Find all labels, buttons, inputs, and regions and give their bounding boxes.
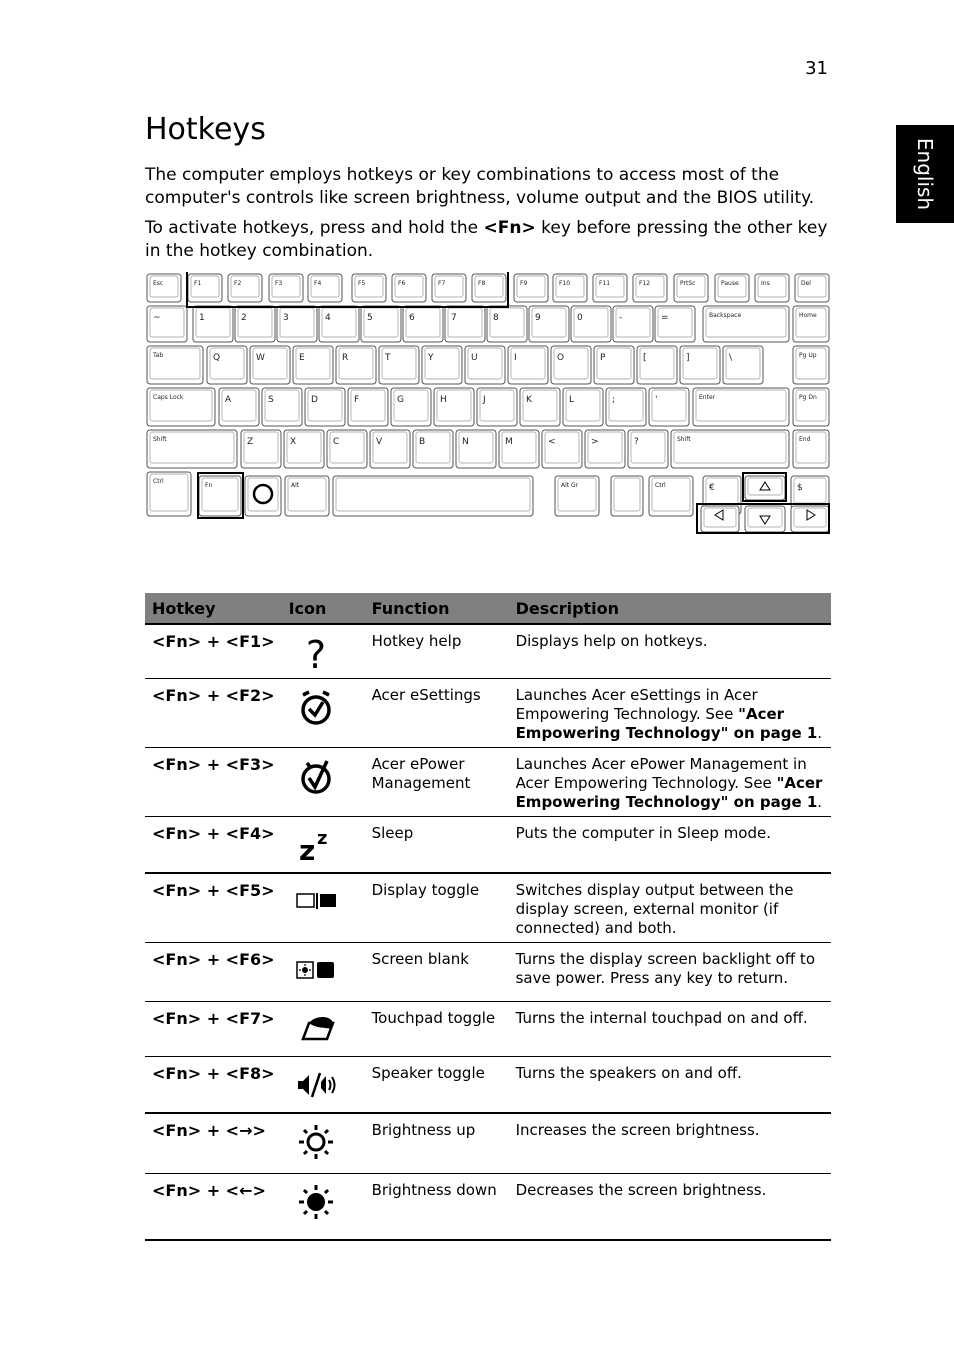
svg-text:?: ? (305, 633, 326, 674)
hotkey-cell: <Fn> + <F5> (145, 873, 282, 943)
svg-text:F12: F12 (639, 280, 651, 287)
table-row (145, 679, 831, 748)
keyboard-key-left (701, 506, 739, 532)
svg-text:F: F (354, 395, 360, 405)
svg-text:F3: F3 (275, 280, 283, 287)
keyboard-key-del (795, 274, 829, 302)
keyboard-key-slash (628, 430, 668, 468)
svg-text:$: $ (797, 483, 803, 493)
svg-text:Alt: Alt (291, 482, 300, 489)
svg-text:Shift: Shift (153, 436, 167, 443)
keyboard-key-r (336, 346, 376, 384)
keyboard-key-] (680, 346, 720, 384)
keyboard-key-m (499, 430, 539, 468)
svg-text:S: S (268, 395, 274, 405)
keyboard-key-= (655, 306, 695, 342)
svg-text:Enter: Enter (699, 394, 716, 401)
svg-text:3: 3 (283, 313, 289, 323)
hotkey-cell: <Fn> + <F4> (145, 817, 282, 873)
keyboard-key-semicolon (606, 388, 646, 426)
svg-text:F7: F7 (438, 280, 446, 287)
header-hotkey: Hotkey (145, 593, 282, 624)
keyboard-key-f (348, 388, 388, 426)
description-cell (509, 1173, 831, 1240)
keyboard-key-c (327, 430, 367, 468)
speaker-icon (295, 1064, 337, 1106)
keyboard-key-windows (245, 476, 281, 516)
header-function: Function (365, 593, 509, 624)
function-cell: Acer eSettings (365, 679, 509, 748)
keyboard-key-i (508, 346, 548, 384)
description-text: Launches Acer eSettings in Acer Empowering Technology. See (515, 686, 758, 723)
description-cell (509, 873, 831, 943)
svg-text:Tab: Tab (153, 352, 164, 359)
description-cell (509, 624, 831, 679)
function-cell: Brightness up (365, 1113, 509, 1173)
svg-text:F5: F5 (358, 280, 366, 287)
svg-text:A: A (225, 395, 232, 405)
table-row (145, 1173, 831, 1240)
keyboard-key-o (551, 346, 591, 384)
svg-text:F2: F2 (234, 280, 242, 287)
icon-cell (282, 624, 365, 679)
keyboard-key-period (585, 430, 625, 468)
screen-blank-icon (295, 950, 337, 992)
table-row (145, 1113, 831, 1173)
description-cell (509, 1056, 831, 1113)
keyboard-key-end (793, 430, 829, 468)
icon-cell (282, 1173, 365, 1240)
language-tab (896, 125, 954, 223)
keyboard-key-f2 (228, 274, 262, 302)
keyboard-key-v (370, 430, 410, 468)
table-row (145, 748, 831, 817)
svg-text:B: B (419, 437, 426, 447)
keyboard-key-e (293, 346, 333, 384)
keyboard-key-quote (649, 388, 689, 426)
keyboard-key-fn (199, 476, 241, 516)
svg-text:Caps Lock: Caps Lock (153, 394, 184, 401)
keyboard-key-u (465, 346, 505, 384)
keyboard-key-f1 (188, 274, 222, 302)
icon-cell (282, 679, 365, 748)
header-description: Description (509, 593, 831, 624)
keyboard-key-h (434, 388, 474, 426)
function-cell: Acer ePower Management (365, 748, 509, 817)
svg-text:I: I (514, 353, 517, 363)
touchpad-icon (295, 1009, 337, 1051)
keyboard-key-3 (277, 306, 317, 342)
svg-text:Alt Gr: Alt Gr (561, 482, 579, 489)
hotkey-cell: <Fn> + <F1> (145, 624, 282, 679)
keyboard-key-f10 (553, 274, 587, 302)
keyboard-key-right-ctrl (649, 476, 693, 516)
svg-text:End: End (799, 436, 811, 443)
svg-text:Pause: Pause (721, 280, 739, 287)
language-tab-label: English (913, 137, 937, 211)
activation-text-end: key before pressing the other key in the hotkey combination. (145, 218, 828, 261)
svg-text:R: R (342, 353, 349, 363)
description-end: . (817, 724, 823, 742)
keyboard-key-up (745, 476, 785, 500)
svg-text:~: ~ (153, 313, 161, 323)
hotkey-cell: <Fn> + <F8> (145, 1056, 282, 1113)
keyboard-key-x (284, 430, 324, 468)
keyboard-key-d (305, 388, 345, 426)
brightness-up-icon (295, 1121, 337, 1163)
keyboard-key-left-shift (147, 430, 237, 468)
svg-text:<: < (548, 437, 556, 447)
svg-text:F10: F10 (559, 280, 571, 287)
icon-cell (282, 748, 365, 817)
keyboard-key-g (391, 388, 431, 426)
hotkey-table (145, 593, 831, 1241)
description-cell (509, 1113, 831, 1173)
svg-text:M: M (505, 437, 513, 447)
keyboard-key-f6 (392, 274, 426, 302)
svg-text:K: K (526, 395, 532, 405)
brightness-down-icon (295, 1181, 337, 1223)
fn-key-text: <Fn> (483, 218, 536, 238)
page-number: 31 (805, 58, 828, 79)
keyboard-key-capslock (147, 388, 215, 426)
keyboard-key-f12 (633, 274, 667, 302)
description-text: Turns the speakers on and off. (515, 1063, 742, 1082)
keyboard-key-a (219, 388, 259, 426)
hotkey-cell: <Fn> + <F3> (145, 748, 282, 817)
keyboard-key-f8 (472, 274, 506, 302)
function-cell: Sleep (365, 817, 509, 873)
svg-text:]: ] (686, 353, 690, 363)
svg-text:Q: Q (213, 353, 221, 363)
icon-cell (282, 1001, 365, 1056)
function-cell: Screen blank (365, 942, 509, 1001)
keyboard-key-f3 (269, 274, 303, 302)
keyboard-key-w (250, 346, 290, 384)
keyboard-key-l (563, 388, 603, 426)
icon-cell (282, 1113, 365, 1173)
svg-text:7: 7 (451, 313, 457, 323)
keyboard-key-f7 (432, 274, 466, 302)
description-text: Puts the computer in Sleep mode. (515, 824, 771, 842)
keyboard-key-down (745, 506, 785, 532)
svg-text:2: 2 (241, 313, 247, 323)
svg-text:': ' (655, 395, 658, 405)
svg-text:=: = (661, 313, 669, 323)
description-text: Displays help on hotkeys. (515, 632, 708, 650)
description-cell (509, 817, 831, 873)
function-cell: Touchpad toggle (365, 1001, 509, 1056)
keyboard-key-s (262, 388, 302, 426)
hotkey-cell: <Fn> + <F2> (145, 679, 282, 748)
svg-text:Del: Del (801, 280, 811, 287)
hotkey-cell: <Fn> + <→> (145, 1113, 282, 1173)
description-cell (509, 748, 831, 817)
keyboard-key-space (333, 476, 533, 516)
epower-icon (295, 755, 337, 797)
keyboard-key-tab (147, 346, 203, 384)
esettings-icon (295, 686, 337, 728)
keyboard-key-f11 (593, 274, 627, 302)
svg-text:5: 5 (367, 313, 373, 323)
svg-text:G: G (397, 395, 404, 405)
function-cell: Speaker toggle (365, 1056, 509, 1113)
svg-text:N: N (462, 437, 469, 447)
keyboard-key-left-ctrl (147, 472, 191, 516)
keyboard-key-comma (542, 430, 582, 468)
svg-text:E: E (299, 353, 305, 363)
description-text: Switches display output between the display screen, external monitor (if connected) and both. (515, 880, 794, 937)
svg-text:Fn: Fn (205, 482, 213, 489)
svg-text:F8: F8 (478, 280, 486, 287)
svg-text:PrtSc: PrtSc (680, 280, 696, 287)
svg-text:F4: F4 (314, 280, 322, 287)
description-text: Launches Acer ePower Management in Acer Empowering Technology. See (515, 755, 807, 792)
svg-text:J: J (483, 395, 486, 405)
keyboard-key-esc (147, 274, 181, 302)
svg-text:Ctrl: Ctrl (655, 482, 666, 489)
icon-cell (282, 1056, 365, 1113)
svg-text:Backspace: Backspace (709, 312, 742, 319)
description-cell (509, 942, 831, 1001)
svg-text:U: U (471, 353, 478, 363)
display-toggle-icon (295, 881, 337, 923)
keyboard-key-j (477, 388, 517, 426)
svg-text:;: ; (612, 395, 616, 405)
keyboard-key-2 (235, 306, 275, 342)
intro-paragraph: The computer employs hotkeys or key combinations to access most of the computer's controls like screen brightness, volume output and the BIOS utility. (145, 165, 815, 208)
keyboard-diagram (145, 272, 831, 536)
keyboard-key-- (613, 306, 653, 342)
table-row (145, 817, 831, 873)
keyboard-key-[ (637, 346, 677, 384)
keyboard-key-tilde (147, 306, 187, 342)
function-cell: Display toggle (365, 873, 509, 943)
keyboard-key-home (793, 306, 829, 342)
keyboard-key-6 (403, 306, 443, 342)
keyboard-key-n (456, 430, 496, 468)
svg-text:Home: Home (799, 312, 817, 319)
svg-text:L: L (569, 395, 575, 405)
icon-cell (282, 817, 365, 873)
keyboard-key-8 (487, 306, 527, 342)
page-reference: "Acer Empowering Technology" on page 1 (515, 774, 823, 811)
svg-text:H: H (440, 395, 447, 405)
svg-text:Pg Up: Pg Up (799, 352, 817, 359)
table-row (145, 1001, 831, 1056)
keyboard-key-y (422, 346, 462, 384)
svg-text:\: \ (729, 353, 733, 363)
svg-text:Y: Y (428, 353, 434, 363)
keyboard-key-right (791, 506, 829, 532)
svg-text:z: z (298, 834, 315, 866)
header-icon: Icon (282, 593, 365, 624)
keyboard-key-k (520, 388, 560, 426)
keyboard-key-9 (529, 306, 569, 342)
keyboard-key-prtsc (674, 274, 708, 302)
svg-text:Shift: Shift (677, 436, 691, 443)
svg-text:?: ? (634, 437, 639, 447)
keyboard-key-right-shift (671, 430, 789, 468)
hotkey-cell: <Fn> + <F6> (145, 942, 282, 1001)
description-end: . (817, 793, 823, 811)
hotkey-cell: <Fn> + <F7> (145, 1001, 282, 1056)
keyboard-key-1 (193, 306, 233, 342)
page-title: Hotkeys (145, 112, 266, 147)
svg-text:V: V (376, 437, 383, 447)
svg-text:Ctrl: Ctrl (153, 478, 164, 485)
keyboard-key-pgup (793, 346, 829, 384)
keyboard-key-0 (571, 306, 611, 342)
description-cell (509, 1001, 831, 1056)
icon-cell (282, 942, 365, 1001)
keyboard-key-pgdn (793, 388, 829, 426)
icon-cell (282, 873, 365, 943)
svg-text:Z: Z (247, 437, 254, 447)
table-row (145, 942, 831, 1001)
keyboard-key-alt (285, 476, 329, 516)
svg-text:T: T (385, 353, 391, 363)
svg-text:Pg Dn: Pg Dn (799, 394, 817, 401)
function-cell: Hotkey help (365, 624, 509, 679)
svg-text:>: > (591, 437, 599, 447)
svg-text:Ins: Ins (761, 280, 770, 287)
svg-text:-: - (619, 313, 623, 323)
svg-text:F1: F1 (194, 280, 202, 287)
keyboard-key-pause (715, 274, 749, 302)
activation-text-start: To activate hotkeys, press and hold the (145, 218, 484, 238)
keyboard-key-4 (319, 306, 359, 342)
svg-text:O: O (557, 353, 565, 363)
table-row (145, 1056, 831, 1113)
keyboard-key-z (241, 430, 281, 468)
svg-text:6: 6 (409, 313, 415, 323)
keyboard-key-f4 (308, 274, 342, 302)
keyboard-key-menu (611, 476, 643, 516)
hotkey-cell: <Fn> + <←> (145, 1173, 282, 1240)
svg-text:1: 1 (199, 313, 205, 323)
svg-text:P: P (600, 353, 606, 363)
keyboard-key-enter (693, 388, 789, 426)
keyboard-key-f9 (514, 274, 548, 302)
description-cell (509, 679, 831, 748)
table-header-row (145, 593, 831, 624)
svg-text:X: X (290, 437, 297, 447)
keyboard-key-backslash (723, 346, 763, 384)
svg-text:F11: F11 (599, 280, 611, 287)
table-row (145, 624, 831, 679)
keyboard-key-altgr (555, 476, 599, 516)
sleep-icon (295, 824, 337, 866)
svg-text:z: z (316, 828, 328, 849)
keyboard-key-7 (445, 306, 485, 342)
svg-text:0: 0 (577, 313, 583, 323)
description-text: Turns the display screen backlight off to save power. Press any key to return. (515, 949, 815, 987)
keyboard-key-5 (361, 306, 401, 342)
svg-text:W: W (256, 353, 265, 363)
keyboard-key-ins (755, 274, 789, 302)
keyboard-key-t (379, 346, 419, 384)
svg-text:€: € (709, 483, 715, 493)
svg-text:C: C (333, 437, 340, 447)
page-reference: "Acer Empowering Technology" on page 1 (515, 705, 818, 742)
keyboard-key-backspace (703, 306, 789, 342)
description-text: Decreases the screen brightness. (515, 1180, 767, 1199)
svg-text:D: D (311, 395, 318, 405)
svg-text:Esc: Esc (153, 280, 164, 287)
keyboard-key-b (413, 430, 453, 468)
function-cell: Brightness down (365, 1173, 509, 1240)
question-icon (295, 632, 337, 674)
description-text: Turns the internal touchpad on and off. (515, 1008, 808, 1027)
keyboard-key-q (207, 346, 247, 384)
description-text: Increases the screen brightness. (515, 1121, 760, 1139)
svg-text:F6: F6 (398, 280, 406, 287)
svg-text:4: 4 (325, 313, 331, 323)
keyboard-key-f5 (352, 274, 386, 302)
table-row (145, 873, 831, 943)
svg-text:8: 8 (493, 313, 499, 323)
svg-text:9: 9 (535, 313, 541, 323)
svg-text:[: [ (643, 353, 647, 363)
activation-paragraph (145, 217, 835, 263)
svg-text:F9: F9 (520, 280, 528, 287)
keyboard-key-p (594, 346, 634, 384)
